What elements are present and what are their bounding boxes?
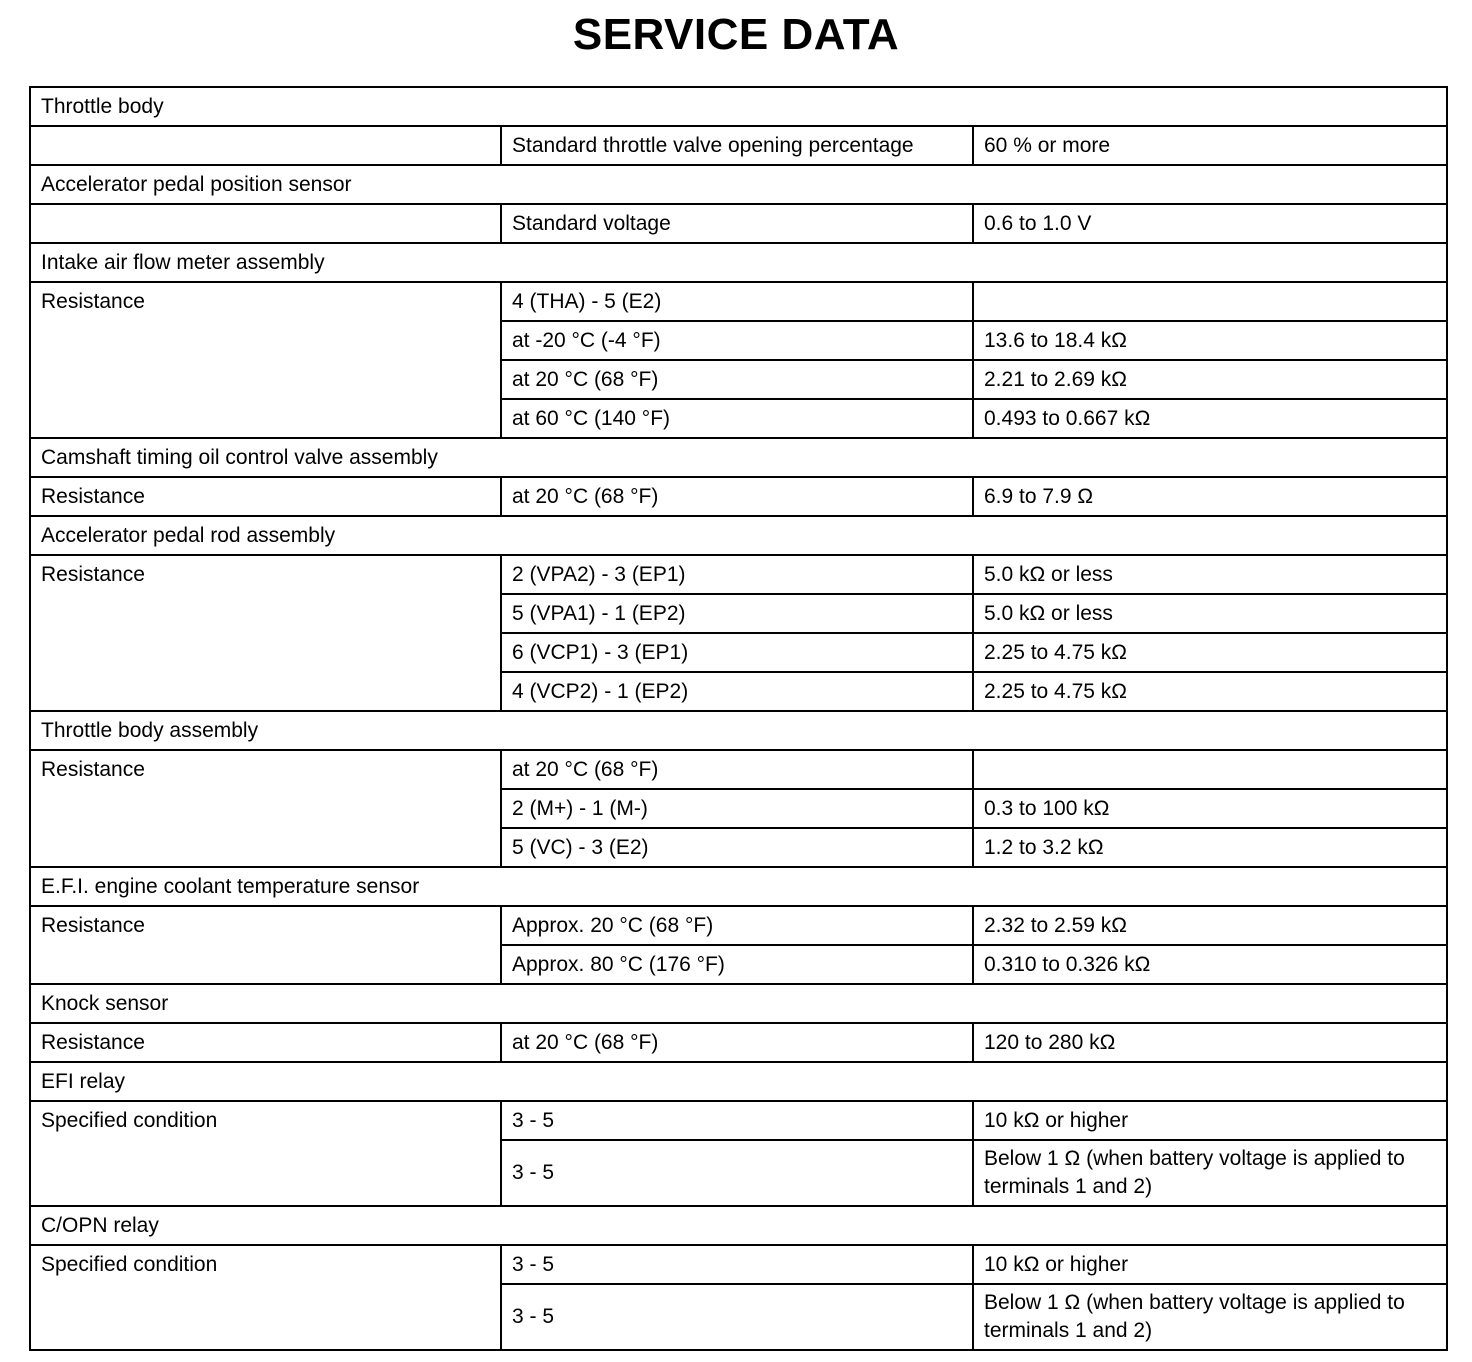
section-title-throttle-body-assembly: Throttle body assembly [30, 711, 1447, 750]
condition-cell: 3 - 5 [501, 1284, 973, 1350]
row-label: Resistance [30, 477, 501, 516]
spec-cell: 60 % or more [973, 126, 1447, 165]
spec-cell: 0.3 to 100 kΩ [973, 789, 1447, 828]
page-title: SERVICE DATA [572, 10, 900, 59]
condition-cell: Standard voltage [501, 204, 973, 243]
spec-cell: 10 kΩ or higher [973, 1101, 1447, 1140]
condition-cell: 4 (THA) - 5 (E2) [501, 282, 973, 321]
section-title-e-f-i-engine-coolant-temperature-sensor: E.F.I. engine coolant temperature sensor [30, 867, 1447, 906]
spec-cell: 2.25 to 4.75 kΩ [973, 672, 1447, 711]
condition-cell: Standard throttle valve opening percentage [501, 126, 973, 165]
table-row [30, 282, 1447, 321]
condition-cell: 2 (M+) - 1 (M-) [501, 789, 973, 828]
condition-cell: 5 (VC) - 3 (E2) [501, 828, 973, 867]
spec-cell: 0.493 to 0.667 kΩ [973, 399, 1447, 438]
condition-cell: at 20 °C (68 °F) [501, 477, 973, 516]
table-row [30, 1245, 1447, 1284]
table-row [30, 906, 1447, 945]
spec-cell: 1.2 to 3.2 kΩ [973, 828, 1447, 867]
table-row [30, 477, 1447, 516]
row-label [30, 204, 501, 243]
section-title-accelerator-pedal-rod-assembly: Accelerator pedal rod assembly [30, 516, 1447, 555]
condition-cell: 3 - 5 [501, 1140, 973, 1206]
spec-cell: 10 kΩ or higher [973, 1245, 1447, 1284]
row-label: Resistance [30, 750, 501, 867]
condition-cell: 6 (VCP1) - 3 (EP1) [501, 633, 973, 672]
spec-cell: Below 1 Ω (when battery voltage is applied to terminals 1 and 2) [973, 1284, 1447, 1350]
section-header-row [30, 1206, 1447, 1245]
service-data-table [29, 86, 1448, 1351]
condition-cell: at 20 °C (68 °F) [501, 750, 973, 789]
section-title-efi-relay: EFI relay [30, 1062, 1447, 1101]
condition-cell: Approx. 20 °C (68 °F) [501, 906, 973, 945]
section-title-throttle-body: Throttle body [30, 87, 1447, 126]
section-header-row [30, 516, 1447, 555]
section-header-row [30, 984, 1447, 1023]
section-header-row [30, 711, 1447, 750]
row-label: Specified condition [30, 1101, 501, 1206]
spec-cell: 5.0 kΩ or less [973, 555, 1447, 594]
table-row [30, 555, 1447, 594]
spec-cell: 2.32 to 2.59 kΩ [973, 906, 1447, 945]
condition-cell: 2 (VPA2) - 3 (EP1) [501, 555, 973, 594]
spec-cell: 13.6 to 18.4 kΩ [973, 321, 1447, 360]
condition-cell: 3 - 5 [501, 1101, 973, 1140]
spec-cell: 6.9 to 7.9 Ω [973, 477, 1447, 516]
section-header-row [30, 867, 1447, 906]
spec-cell: 0.6 to 1.0 V [973, 204, 1447, 243]
row-label: Resistance [30, 1023, 501, 1062]
condition-cell: 4 (VCP2) - 1 (EP2) [501, 672, 973, 711]
spec-cell: 2.21 to 2.69 kΩ [973, 360, 1447, 399]
section-header-row [30, 165, 1447, 204]
row-label: Specified condition [30, 1245, 501, 1350]
spec-cell: Below 1 Ω (when battery voltage is applied to terminals 1 and 2) [973, 1140, 1447, 1206]
table-row [30, 1101, 1447, 1140]
condition-cell: Approx. 80 °C (176 °F) [501, 945, 973, 984]
table-row [30, 126, 1447, 165]
row-label: Resistance [30, 906, 501, 984]
table-row [30, 204, 1447, 243]
section-header-row [30, 1062, 1447, 1101]
section-title-accelerator-pedal-position-sensor: Accelerator pedal position sensor [30, 165, 1447, 204]
section-title-c-opn-relay: C/OPN relay [30, 1206, 1447, 1245]
section-header-row [30, 243, 1447, 282]
condition-cell: 5 (VPA1) - 1 (EP2) [501, 594, 973, 633]
table-row [30, 1023, 1447, 1062]
condition-cell: at -20 °C (-4 °F) [501, 321, 973, 360]
row-label: Resistance [30, 555, 501, 711]
section-header-row [30, 438, 1447, 477]
spec-cell: 5.0 kΩ or less [973, 594, 1447, 633]
section-title-camshaft-timing-oil-control-valve-assembly: Camshaft timing oil control valve assembly [30, 438, 1447, 477]
table-row [30, 750, 1447, 789]
spec-cell: 0.310 to 0.326 kΩ [973, 945, 1447, 984]
condition-cell: at 20 °C (68 °F) [501, 360, 973, 399]
condition-cell: at 60 °C (140 °F) [501, 399, 973, 438]
spec-cell: 120 to 280 kΩ [973, 1023, 1447, 1062]
condition-cell: at 20 °C (68 °F) [501, 1023, 973, 1062]
section-header-row [30, 87, 1447, 126]
spec-cell [973, 750, 1447, 789]
section-title-intake-air-flow-meter-assembly: Intake air flow meter assembly [30, 243, 1447, 282]
row-label: Resistance [30, 282, 501, 438]
spec-cell [973, 282, 1447, 321]
row-label [30, 126, 501, 165]
condition-cell: 3 - 5 [501, 1245, 973, 1284]
spec-cell: 2.25 to 4.75 kΩ [973, 633, 1447, 672]
section-title-knock-sensor: Knock sensor [30, 984, 1447, 1023]
